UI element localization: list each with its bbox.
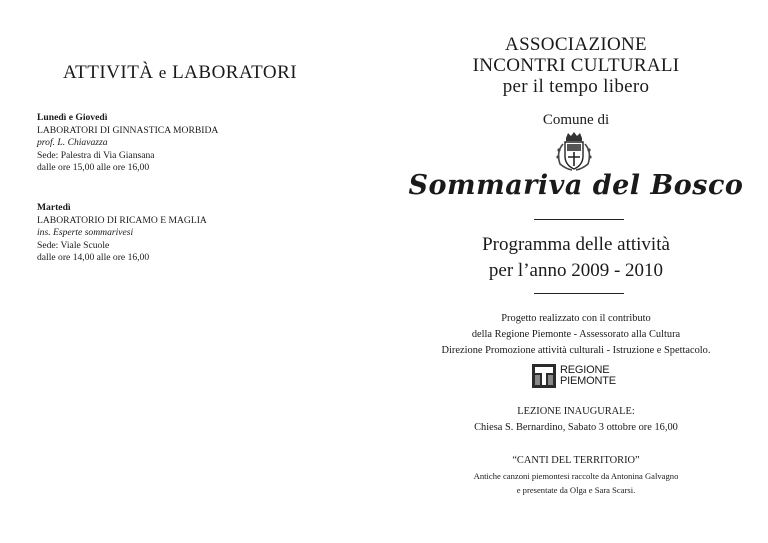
divider: [534, 219, 624, 220]
divider: [534, 293, 624, 294]
association-name-line2: INCONTRI CULTURALI: [472, 55, 680, 76]
town-name: Sommariva del Bosco: [408, 170, 744, 201]
entry-teacher: ins. Esperte sommarivesi: [37, 227, 134, 239]
entry-teacher: prof. L. Chiavazza: [37, 137, 108, 149]
entry-hours: dalle ore 15,00 alle ore 16,00: [37, 162, 150, 174]
canti-description: e presentate da Olga e Sara Scarsi.: [516, 485, 636, 495]
inaugural-lesson-details: Chiesa S. Bernardino, Sabato 3 ottobre ore 16,00: [474, 422, 678, 433]
program-title-line2: per l’anno 2009 - 2010: [488, 260, 664, 281]
title-conj: e: [158, 63, 167, 82]
regione-logo-line2: PIEMONTE: [560, 375, 616, 387]
comune-label: Comune di: [542, 112, 610, 128]
regione-emblem-icon: [532, 364, 556, 388]
credit-line: Direzione Promozione attività culturali - Istruzione e Spettacolo.: [441, 345, 711, 356]
association-name-line1: ASSOCIAZIONE: [505, 34, 647, 55]
activity-entry: [37, 112, 367, 175]
canti-title: “CANTI DEL TERRITORIO”: [512, 455, 640, 466]
entry-day: Martedì: [37, 202, 71, 213]
entry-venue: Sede: Viale Scuole: [37, 239, 110, 251]
title-end: LABORATORI: [172, 62, 298, 83]
entry-course: LABORATORI DI GINNASTICA MORBIDA: [37, 124, 219, 136]
activity-entry: [37, 202, 367, 265]
program-title-line1: Programma delle attività: [482, 234, 670, 255]
association-subtitle: per il tempo libero: [502, 76, 650, 97]
activities-title: [63, 62, 373, 84]
title-main: ATTIVITÀ: [63, 62, 154, 83]
entry-venue: Sede: Palestra di Via Giansana: [37, 149, 155, 161]
regione-logo-line1: REGIONE: [560, 364, 610, 376]
inaugural-lesson-label: LEZIONE INAUGURALE:: [517, 406, 635, 417]
credit-line: della Regione Piemonte - Assessorato alla Cultura: [471, 329, 681, 340]
regione-piemonte-logo: [532, 362, 632, 390]
credit-line: Progetto realizzato con il contributo: [501, 313, 651, 324]
canti-description: Antiche canzoni piemontesi raccolte da Antonina Galvagno: [473, 471, 679, 481]
entry-day: Lunedì e Giovedì: [37, 112, 108, 123]
town-crest-icon: [552, 132, 596, 172]
entry-hours: dalle ore 14,00 alle ore 16,00: [37, 252, 150, 264]
entry-course: LABORATORIO DI RICAMO E MAGLIA: [37, 214, 207, 226]
